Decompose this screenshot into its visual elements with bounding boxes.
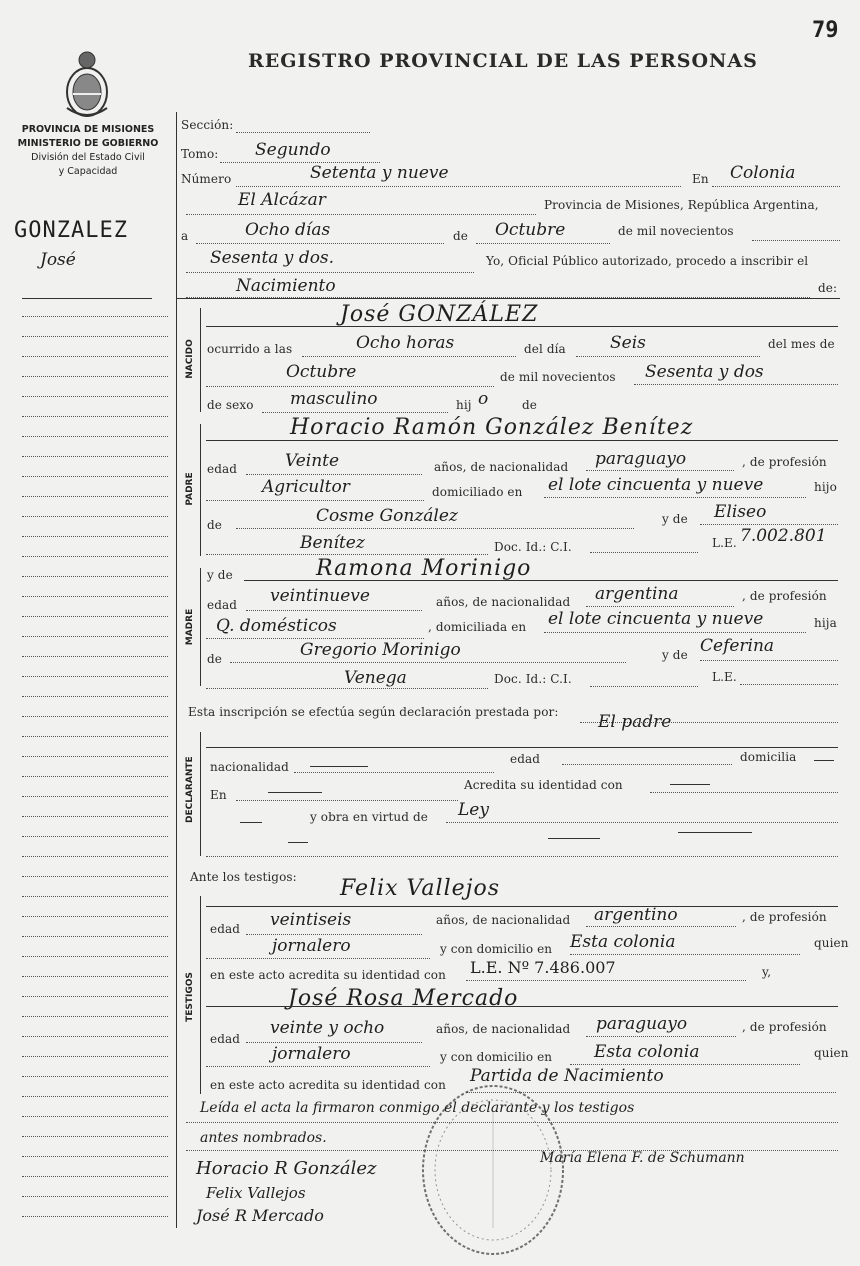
test2-acredita-label: en este acto acredita su identidad con	[210, 1078, 446, 1092]
seccion-label: Sección:	[181, 118, 234, 132]
margin-ruled-line	[22, 676, 168, 677]
test1-prof-label: , de profesión	[742, 910, 827, 924]
test1-edad-label: edad	[210, 922, 241, 936]
de-sexo-label: de sexo	[207, 398, 254, 412]
padre-prof: Agricultor	[262, 477, 350, 497]
test2-doc: Partida de Nacimiento	[470, 1066, 664, 1086]
oficial-label: Yo, Oficial Público autorizado, procedo a inscribir el	[486, 254, 809, 268]
test2-edad: veinte y ocho	[270, 1018, 385, 1038]
test1-dom: Esta colonia	[570, 932, 676, 952]
margin-ruled-line	[22, 1016, 168, 1017]
dia-value: Ocho días	[245, 220, 331, 240]
margin-ruled-line	[22, 1116, 168, 1117]
margin-ruled-line	[22, 1056, 168, 1057]
madre-de-label: de	[207, 652, 222, 666]
hij-de-label: de	[522, 398, 537, 412]
localidad-value: El Alcázar	[238, 190, 326, 210]
margin-ruled-line	[22, 1216, 168, 1217]
margin-ruled-line	[22, 416, 168, 417]
margin-ruled-line	[22, 696, 168, 697]
padre-edad-label: edad	[207, 462, 238, 476]
margin-ruled-line	[22, 316, 168, 317]
margin-ruled-line	[22, 1136, 168, 1137]
margin-ruled-line	[22, 816, 168, 817]
declaracion-label: Esta inscripción se efectúa según declaración prestada por:	[188, 705, 559, 719]
firma-oficial: María Elena F. de Schumann	[540, 1150, 745, 1166]
padre-nombre: Horacio Ramón González Benítez	[290, 415, 694, 440]
padre-nac-label: años, de nacionalidad	[434, 460, 569, 474]
margin-ruled-line	[22, 856, 168, 857]
ocurrido-label: ocurrido a las	[207, 342, 293, 356]
decl-nacionalidad-label: nacionalidad	[210, 760, 289, 774]
madre-nac: argentina	[595, 584, 679, 604]
margin-ruled-line	[22, 436, 168, 437]
document-title: REGISTRO PROVINCIAL DE LAS PERSONAS	[248, 50, 758, 72]
dia-nac-value: Seis	[610, 333, 646, 353]
test1-quien-label: quien	[814, 936, 849, 950]
margin-ruled-line	[22, 1076, 168, 1077]
anio-value: Sesenta y dos.	[210, 248, 335, 268]
province-label: PROVINCIA DE MISIONES	[21, 124, 155, 135]
padre-madre-apellido: Benítez	[300, 533, 365, 553]
madre-prof-label: , de profesión	[742, 589, 827, 603]
decl-edad-label: edad	[510, 752, 541, 766]
margin-ruled-line	[22, 1036, 168, 1037]
margin-ruled-line	[22, 396, 168, 397]
test2-edad-label: edad	[210, 1032, 241, 1046]
margin-ruled-line	[22, 1156, 168, 1157]
test1-acredita-label: en este acto acredita su identidad con	[210, 968, 446, 982]
madre-doc-label: Doc. Id.: C.I.	[494, 672, 572, 686]
test1-nac-label: años, de nacionalidad	[436, 913, 571, 927]
madre-madre: Ceferina	[700, 636, 775, 656]
padre-dom: el lote cincuenta y nueve	[548, 475, 764, 495]
test2-dom-label: y con domicilio en	[440, 1050, 553, 1064]
padre-madre: Eliseo	[714, 502, 767, 522]
declarante-value: El padre	[598, 712, 672, 732]
padre-side-label: PADRE	[185, 472, 195, 506]
firma-testigo-2: José R Mercado	[196, 1206, 324, 1225]
del-mes-label: del mes de	[768, 337, 835, 351]
acto-value: Nacimiento	[236, 276, 336, 296]
madre-side-label: MADRE	[185, 608, 195, 646]
a-label: a	[181, 229, 189, 243]
margin-given-name: José	[40, 250, 76, 270]
test1-edad: veintiseis	[270, 910, 352, 930]
test1-prof: jornalero	[272, 936, 351, 956]
mil-novecientos-label: de mil novecientos	[618, 224, 734, 238]
mes-nac-value: Octubre	[286, 362, 357, 382]
mes-value: Octubre	[495, 220, 566, 240]
numero-value: Setenta y nueve	[310, 163, 449, 183]
decl-acredita-label: Acredita su identidad con	[464, 778, 623, 792]
test1-y-label: y,	[762, 965, 772, 979]
margin-ruled-line	[22, 736, 168, 737]
madre-edad-label: edad	[207, 598, 238, 612]
margin-ruled-line	[22, 796, 168, 797]
margin-ruled-line	[22, 1096, 168, 1097]
padre-nac: paraguayo	[595, 449, 687, 469]
decl-en-label: En	[210, 788, 227, 802]
padre-y-de-label: y de	[662, 512, 688, 526]
margin-ruled-line	[22, 876, 168, 877]
tomo-value: Segundo	[255, 140, 331, 160]
margin-ruled-line	[22, 936, 168, 937]
numero-label: Número	[181, 172, 232, 186]
test2-quien-label: quien	[814, 1046, 849, 1060]
margin-surname: GONZALEZ	[14, 218, 128, 243]
en-label: En	[692, 172, 709, 186]
cierre-linea-1: Leída el acta la firmaron conmigo el declarante y los testigos	[200, 1100, 635, 1116]
nacido-nombre: José GONZÁLEZ	[340, 302, 539, 327]
del-dia-label: del día	[524, 342, 566, 356]
test2-prof-label: , de profesión	[742, 1020, 827, 1034]
madre-y-de2-label: y de	[662, 648, 688, 662]
official-stamp-icon	[418, 1082, 568, 1258]
decl-obra-value: Ley	[458, 800, 489, 820]
madre-edad: veintinueve	[270, 586, 370, 606]
test2-nac-label: años, de nacionalidad	[436, 1022, 571, 1036]
padre-le: 7.002.801	[740, 526, 827, 546]
margin-ruled-line	[22, 1176, 168, 1177]
decl-domicilia-label: domicilia	[740, 750, 797, 764]
margin-ruled-line	[22, 756, 168, 757]
ante-testigos-label: Ante los testigos:	[190, 870, 297, 884]
page-number: 79	[812, 18, 839, 43]
margin-ruled-line	[22, 376, 168, 377]
de-label: de	[453, 229, 468, 243]
hij-label: hij	[456, 398, 472, 412]
madre-hija-de: Gregorio Morinigo	[300, 640, 461, 660]
margin-ruled-line	[22, 956, 168, 957]
padre-hijo-de: Cosme González	[316, 506, 458, 526]
anio-nac-value: Sesenta y dos	[645, 362, 764, 382]
firma-testigo-1: Felix Vallejos	[206, 1184, 306, 1202]
margin-ruled-line	[22, 576, 168, 577]
de-colon-label: de:	[818, 281, 838, 295]
madre-madre-apellido: Venega	[344, 668, 407, 688]
declarante-side-label: DECLARANTE	[185, 756, 195, 823]
test2-nombre: José Rosa Mercado	[288, 986, 519, 1011]
hijo-label: hijo	[814, 480, 837, 494]
margin-ruled-line	[22, 636, 168, 637]
domiciliada-label: , domiciliada en	[428, 620, 527, 634]
margin-ruled-line	[22, 996, 168, 997]
hija-label: hija	[814, 616, 837, 630]
madre-dom: el lote cincuenta y nueve	[548, 609, 764, 629]
madre-y-de-label: y de	[207, 568, 233, 582]
margin-ruled-line	[22, 656, 168, 657]
padre-doc-label: Doc. Id.: C.I.	[494, 540, 572, 554]
test2-nac: paraguayo	[596, 1014, 688, 1034]
test2-prof: jornalero	[272, 1044, 351, 1064]
margin-ruled-line	[22, 976, 168, 977]
decl-obra-label: y obra en virtud de	[310, 810, 428, 824]
margin-ruled-line	[22, 716, 168, 717]
margin-ruled-line	[22, 916, 168, 917]
madre-le-label: L.E.	[712, 670, 737, 684]
padre-edad: Veinte	[285, 451, 340, 471]
test1-nac: argentino	[594, 905, 678, 925]
margin-ruled-line	[22, 776, 168, 777]
division-label: División del Estado Civil	[31, 152, 145, 163]
margin-ruled-line	[22, 456, 168, 457]
domiciliado-label: domiciliado en	[432, 485, 523, 499]
margin-ruled-line	[22, 556, 168, 557]
margin-ruled-line	[22, 356, 168, 357]
margin-ruled-line	[22, 896, 168, 897]
margin-ruled-line	[22, 616, 168, 617]
test2-dom: Esta colonia	[594, 1042, 700, 1062]
margin-ruled-line	[22, 496, 168, 497]
margin-ruled-line	[22, 1196, 168, 1197]
firma-padre: Horacio R González	[196, 1158, 377, 1179]
margin-ruled-line	[22, 836, 168, 837]
margin-ruled-line	[22, 536, 168, 537]
cierre-linea-2: antes nombrados.	[200, 1130, 327, 1146]
sexo-value: masculino	[290, 389, 378, 409]
division-sub-label: y Capacidad	[58, 166, 118, 177]
padre-le-label: L.E.	[712, 536, 737, 550]
madre-nombre: Ramona Morinigo	[316, 556, 532, 581]
testigos-side-label: TESTIGOS	[185, 972, 195, 1022]
ministry-label: MINISTERIO DE GOBIERNO	[17, 138, 159, 149]
coat-of-arms-icon	[62, 48, 112, 120]
margin-ruled-line	[22, 336, 168, 337]
en-value: Colonia	[730, 163, 796, 183]
margin-ruled-line	[22, 476, 168, 477]
tomo-label: Tomo:	[181, 147, 219, 161]
de-mil-label: de mil novecientos	[500, 370, 616, 384]
padre-prof-label: , de profesión	[742, 455, 827, 469]
margin-ruled-line	[22, 596, 168, 597]
padre-de-label: de	[207, 518, 222, 532]
madre-prof: Q. domésticos	[216, 616, 337, 636]
test1-doc: L.E. Nº 7.486.007	[470, 958, 616, 977]
hij-suffix: o	[478, 389, 489, 409]
nacido-side-label: NACIDO	[185, 339, 195, 379]
provincia-label: Provincia de Misiones, República Argentina,	[544, 198, 819, 212]
hora-value: Ocho horas	[356, 333, 455, 353]
test1-dom-label: y con domicilio en	[440, 942, 553, 956]
margin-ruled-line	[22, 516, 168, 517]
test1-nombre: Felix Vallejos	[340, 876, 500, 901]
madre-nac-label: años, de nacionalidad	[436, 595, 571, 609]
